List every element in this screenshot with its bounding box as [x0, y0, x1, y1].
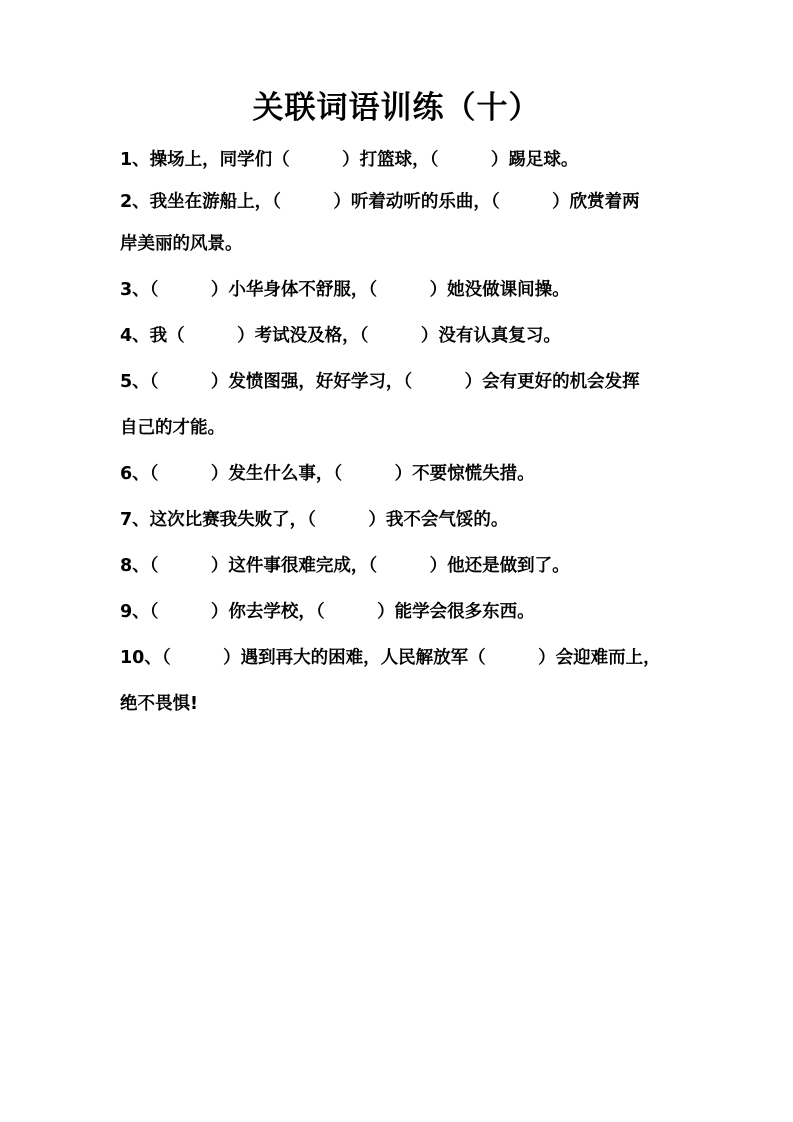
exercise-item-7: 7、这次比赛我失败了，（ ）我不会气馁的。 [120, 510, 509, 530]
exercise-item-2: 2、我坐在游船上，（ ）听着动听的乐曲，（ ）欣赏着两 [120, 192, 640, 212]
exercise-item-1: 1、操场上，同学们（ ）打篮球，（ ）踢足球。 [120, 150, 579, 170]
exercise-item-8: 8、（ ）这件事很难完成，（ ）他还是做到了。 [120, 556, 570, 576]
page-title: 关联词语训练（十） [252, 90, 541, 126]
exercise-item-10: 10、（ ）遇到再大的困难，人民解放军（ ）会迎难而上， [120, 648, 661, 668]
exercise-item-4: 4、我（ ）考试没及格，（ ）没有认真复习。 [120, 326, 561, 346]
exercise-item-3: 3、（ ）小华身体不舒服，（ ）她没做课间操。 [120, 280, 570, 300]
exercise-item-9: 9、（ ）你去学校，（ ）能学会很多东西。 [120, 602, 535, 622]
exercise-item-2-continuation: 岸美丽的风景。 [120, 234, 243, 254]
exercise-list [120, 146, 690, 718]
exercise-item-5-continuation: 自己的才能。 [120, 418, 225, 438]
exercise-item-6: 6、（ ）发生什么事，（ ）不要惊慌失措。 [120, 464, 535, 484]
exercise-item-10-continuation: 绝不畏惧! [120, 694, 198, 714]
exercise-item-5: 5、（ ）发愤图强，好好学习，（ ）会有更好的机会发挥 [120, 372, 640, 392]
